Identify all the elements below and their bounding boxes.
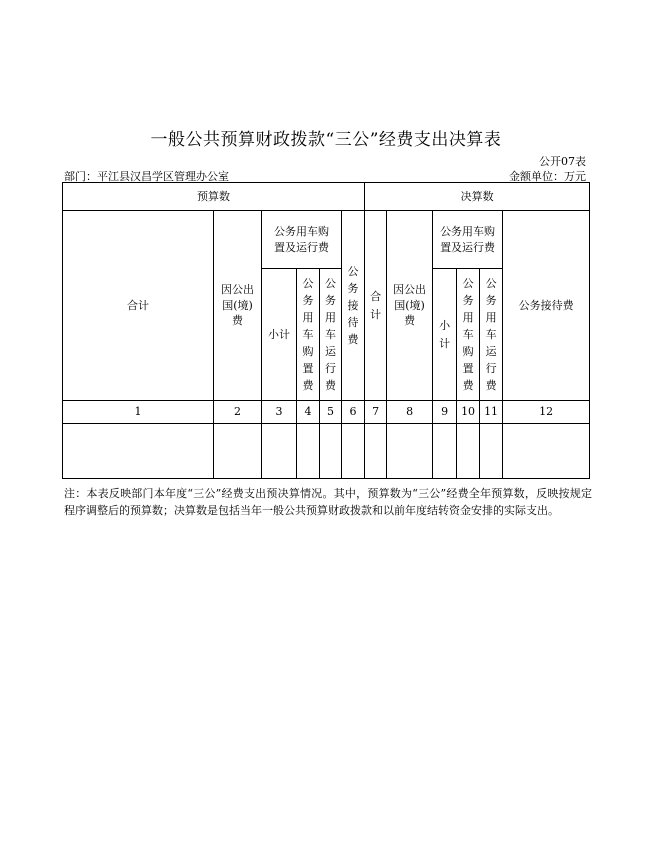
data-cell: [365, 424, 387, 479]
budget-subtotal-header: 小计: [262, 269, 297, 401]
budget-vehicle-operation-header: [320, 269, 342, 401]
col-number: 7: [365, 401, 387, 424]
table-note: 注：本表反映部门本年度“三公”经费支出预决算情况。其中，预算数为“三公”经费全年预算数，反映按规定程序调整后的预算数；决算数是包括当年一般公共预算财政拨款和以前年度结转资金安排的实际支出。: [64, 487, 592, 517]
col-number: 9: [433, 401, 457, 424]
budget-group-header: 预算数: [63, 183, 365, 211]
col-number: 2: [214, 401, 262, 424]
budget-abroad-header: [214, 211, 262, 401]
final-vehicle-operation-header: [480, 269, 503, 401]
budget-reception-header: [342, 211, 365, 401]
data-cell: [342, 424, 365, 479]
final-vehicle-purchase-header: [457, 269, 480, 401]
final-total-header: [365, 211, 387, 401]
budget-abroad-label: 因公出国(境)费: [221, 282, 254, 328]
final-subtotal-header: [433, 269, 457, 401]
page-title: 一般公共预算财政拨款“三公”经费支出决算表: [150, 130, 502, 150]
unit-label: 金额单位：万元: [509, 170, 586, 183]
header-row-vehicle: [63, 211, 590, 269]
table-row: [63, 424, 590, 479]
data-cell: [262, 424, 297, 479]
col-number: 3: [262, 401, 297, 424]
col-number: 8: [387, 401, 433, 424]
data-cell: [503, 424, 590, 479]
col-number: 11: [480, 401, 503, 424]
budget-vehicle-operation-label: 公务用车运行费: [325, 276, 336, 393]
col-number: 10: [457, 401, 480, 424]
col-number: 5: [320, 401, 342, 424]
data-cell: [433, 424, 457, 479]
final-total-label: 合计: [370, 290, 382, 321]
col-number: 6: [342, 401, 365, 424]
budget-reception-label: 公务接待费: [347, 264, 359, 347]
form-number: 公开07表: [539, 155, 586, 168]
three-public-expenses-table: [62, 182, 590, 479]
col-number: 1: [63, 401, 214, 424]
header-row-groups: [63, 183, 590, 211]
budget-vehicle-purchase-label: 公务用车购置费: [302, 276, 314, 393]
data-cell: [457, 424, 480, 479]
col-number: 12: [503, 401, 590, 424]
final-abroad-header: [387, 211, 433, 401]
data-cell: [214, 424, 262, 479]
final-reception-header: 公务接待费: [503, 211, 590, 401]
final-abroad-label: 因公出国(境)费: [393, 282, 427, 328]
final-subtotal-label: 小计: [439, 319, 451, 350]
data-cell: [480, 424, 503, 479]
budget-total-header: 合计: [63, 211, 214, 401]
final-vehicle-operation-label: 公务用车运行费: [485, 276, 497, 393]
data-cell: [297, 424, 320, 479]
final-vehicle-purchase-label: 公务用车购置费: [462, 276, 474, 393]
department-label: 部门：平江县汉昌学区管理办公室: [64, 170, 229, 183]
data-cell: [63, 424, 214, 479]
col-number: 4: [297, 401, 320, 424]
final-group-header: 决算数: [365, 183, 590, 211]
data-cell: [320, 424, 342, 479]
budget-vehicle-group-header: [262, 211, 342, 269]
final-vehicle-group-label: 公务用车购置及运行费: [440, 224, 496, 254]
budget-vehicle-group-label: 公务用车购置及运行费: [274, 224, 329, 254]
final-vehicle-group-header: [433, 211, 503, 269]
budget-vehicle-purchase-header: [297, 269, 320, 401]
data-cell: [387, 424, 433, 479]
column-number-row: [63, 401, 590, 424]
